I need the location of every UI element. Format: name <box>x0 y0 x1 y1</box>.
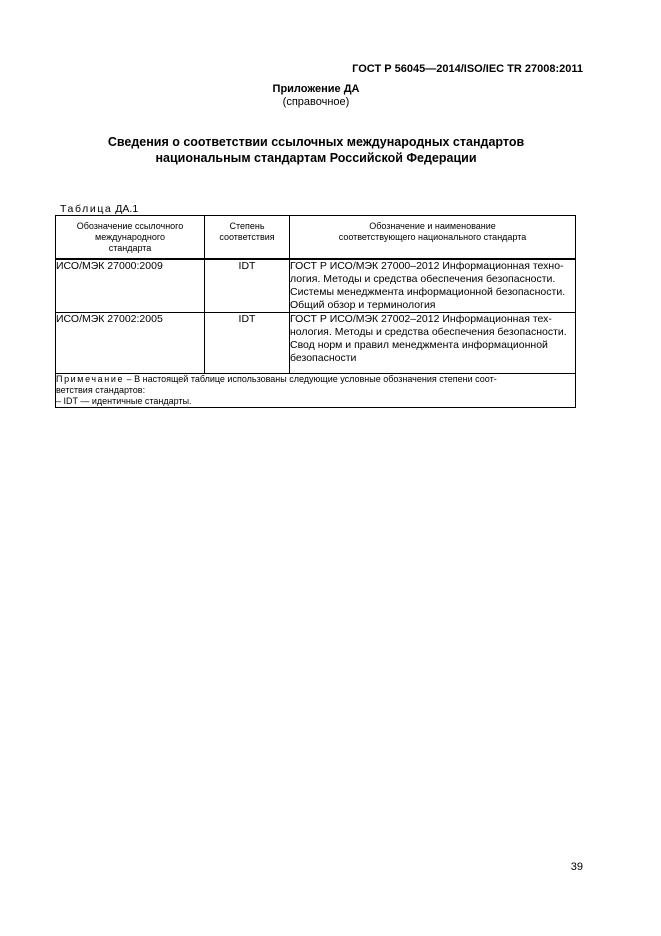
note-line-2: ветствия стандартов: <box>56 385 146 395</box>
heading-line-1: Сведения о соответствии ссылочных международных стандартов <box>107 135 525 149</box>
header-text: Обозначение и наименование <box>369 221 496 231</box>
cell-line: Системы менеджмента информационной безопасности. <box>290 286 566 298</box>
annex-subtitle: (справочное) <box>282 96 350 108</box>
table-row <box>56 313 576 374</box>
note-label: Примечание <box>56 374 125 384</box>
cell-line: Общий обзор и терминология <box>290 299 436 311</box>
cell-national <box>290 313 576 374</box>
table-caption-label: Таблица <box>60 203 113 215</box>
cell-reference: ИСО/МЭК 27000:2009 <box>56 259 205 313</box>
section-heading <box>0 134 632 166</box>
header-text: Степень <box>229 221 265 231</box>
header-national-standard <box>290 216 576 260</box>
note-line-3: – IDT — идентичные стандарты. <box>56 396 192 406</box>
table-row <box>56 259 576 313</box>
cell-national <box>290 259 576 313</box>
cell-degree: IDT <box>205 259 290 313</box>
cell-line: Свод норм и правил менеджмента информационной <box>290 339 548 351</box>
page-number: 39 <box>570 861 583 873</box>
header-text: Обозначение ссылочного <box>76 221 184 231</box>
header-text: соответствующего национального стандарта <box>338 232 527 242</box>
table-caption-number: ДА.1 <box>115 203 139 215</box>
cell-line: логия. Методы и средства обеспечения безопасности. <box>290 273 556 285</box>
table-caption <box>60 203 138 215</box>
note-text: – В настоящей таблице использованы следующие условные обозначения степени соот- <box>124 374 497 384</box>
cell-reference: ИСО/МЭК 27002:2005 <box>56 313 205 374</box>
cell-line: ГОСТ Р ИСО/МЭК 27000–2012 Информационная техно- <box>290 260 564 272</box>
header-reference-standard <box>56 216 205 260</box>
header-text: международного <box>95 232 165 242</box>
table-note-row <box>56 374 576 408</box>
annex-title: Приложение ДА <box>272 83 360 95</box>
cell-degree: IDT <box>205 313 290 374</box>
cell-line: безопасности <box>290 352 357 364</box>
header-text: соответствия <box>219 232 275 242</box>
table-note <box>56 374 576 408</box>
header-degree <box>205 216 290 260</box>
note-line-1 <box>56 374 575 385</box>
header-text: стандарта <box>108 243 152 253</box>
table-header-row <box>56 216 576 260</box>
cell-line: ГОСТ Р ИСО/МЭК 27002–2012 Информационная тех- <box>290 313 552 325</box>
cell-line: нология. Методы и средства обеспечения безопасности. <box>290 326 567 338</box>
document-code: ГОСТ Р 56045—2014/ISO/IEC TR 27008:2011 <box>352 63 583 75</box>
correspondence-table <box>55 215 576 408</box>
heading-line-2: национальным стандартам Российской Федерации <box>155 151 477 165</box>
annex-block <box>0 83 632 109</box>
